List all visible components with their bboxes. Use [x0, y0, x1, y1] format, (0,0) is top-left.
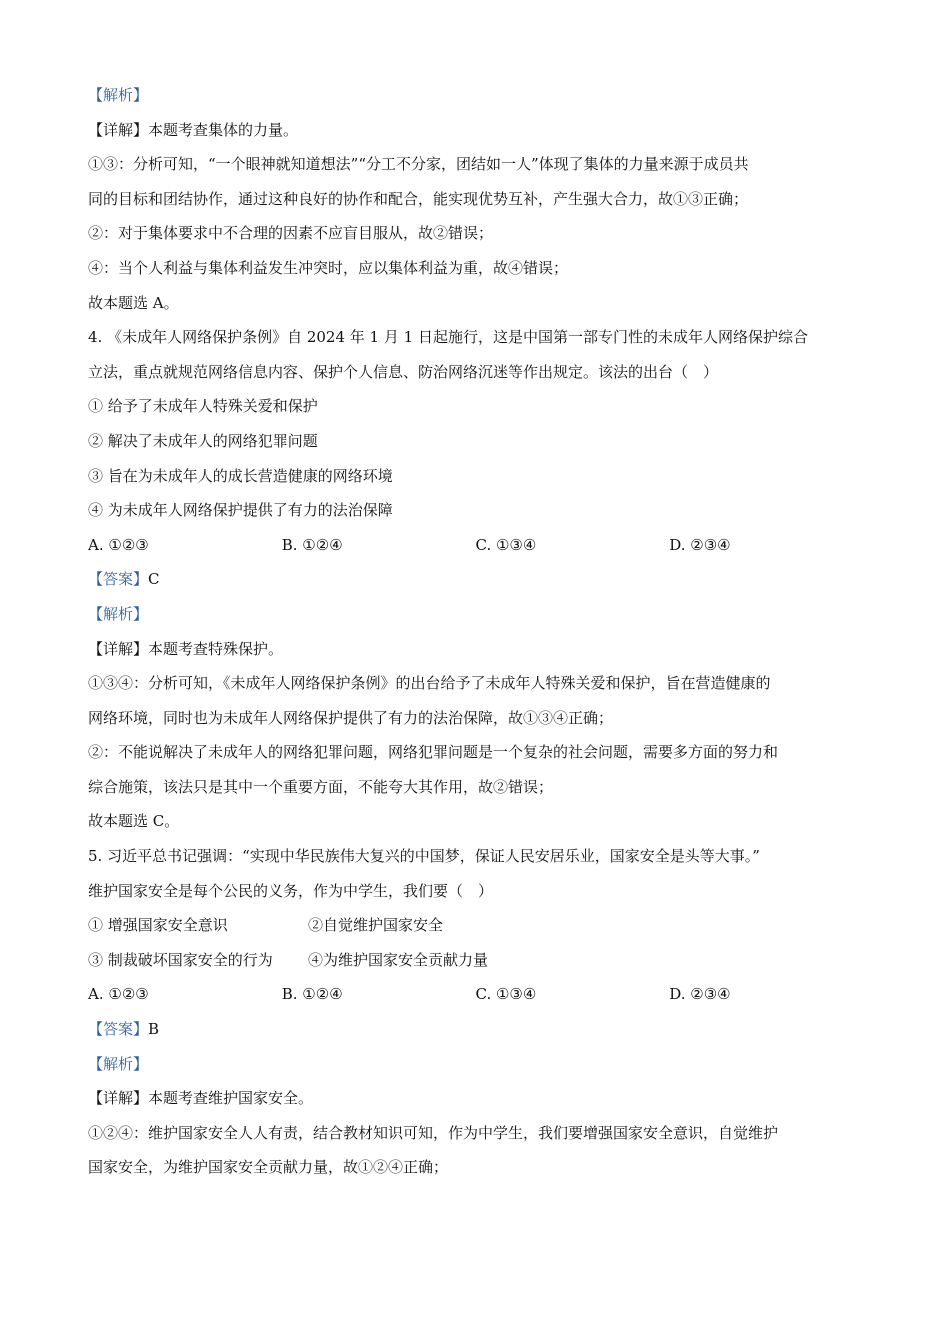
analysis-label: 【解析】 [88, 86, 149, 104]
question-item: ④ 为未成年人网络保护提供了有力的法治保障 [88, 501, 393, 520]
answer-label: 【答案】 [88, 1020, 149, 1039]
question-item: ③ 制裁破坏国家安全的行为 [88, 950, 273, 969]
paragraph: 网络环境，同时也为未成年人网络保护提供了有力的法治保障，故①③④正确； [88, 708, 614, 727]
question-items-row [88, 908, 863, 943]
question-stem: 5. 习近平总书记强调：“实现中华民族伟大复兴的中国梦，保证人民安居乐业，国家安全是头等大事。” [88, 847, 760, 866]
question-stem: 4. 《未成年人网络保护条例》自 2024 年 1 月 1 日起施行，这是中国第一部专门性的未成年人网络保护综合 [88, 328, 808, 347]
answer-value: C [148, 570, 160, 589]
analysis-label: 【解析】 [88, 1054, 149, 1073]
answer-line [88, 1012, 863, 1047]
option-a: A. ①②③ [88, 535, 149, 554]
paragraph: 综合施策，该法只是其中一个重要方面，不能夸大其作用，故②错误； [88, 777, 554, 796]
option-a: A. ①②③ [88, 985, 149, 1004]
paragraph: ①②④：维护国家安全人人有责，结合教材知识可知，作为中学生，我们要增强国家安全意识，自觉维护 [88, 1123, 779, 1142]
answer-label: 【答案】 [88, 570, 149, 589]
question-item: ② 解决了未成年人的网络犯罪问题 [88, 431, 318, 450]
answer-line [88, 562, 863, 597]
paragraph: ②：不能说解决了未成年人的网络犯罪问题，网络犯罪问题是一个复杂的社会问题，需要多方面的努力和 [88, 743, 779, 762]
option-b: B. ①②④ [281, 985, 343, 1004]
question-stem: 维护国家安全是每个公民的义务，作为中学生，我们要（ ） [88, 881, 494, 900]
question-item: ① 给予了未成年人特殊关爱和保护 [88, 397, 318, 416]
paragraph: ①③④：分析可知，《未成年人网络保护条例》的出台给予了未成年人特殊关爱和保护，旨在营造健康的 [88, 674, 771, 693]
question-stem: 立法，重点就规范网络信息内容、保护个人信息、防治网络沉迷等作出规定。该法的出台（ ） [88, 362, 719, 381]
conclusion: 故本题选 C。 [88, 812, 180, 831]
paragraph: ②：对于集体要求中不合理的因素不应盲目服从，故②错误； [88, 224, 494, 243]
option-b: B. ①②④ [281, 535, 343, 554]
option-d: D. ②③④ [669, 985, 731, 1004]
paragraph: ①③：分析可知，“一个眼神就知道想法”“分工不分家，团结如一人”体现了集体的力量来源于成员共 [88, 155, 749, 174]
analysis-label: 【解析】 [88, 604, 149, 623]
conclusion: 故本题选 A。 [88, 293, 179, 312]
detail-heading: 【详解】本题考查特殊保护。 [88, 639, 284, 658]
paragraph: 国家安全，为维护国家安全贡献力量，故①②④正确； [88, 1158, 449, 1177]
question-item: ②自觉维护国家安全 [308, 916, 444, 935]
question-item: ④为维护国家安全贡献力量 [308, 950, 489, 969]
paragraph: ④：当个人利益与集体利益发生冲突时，应以集体利益为重，故④错误； [88, 258, 569, 277]
paragraph: 同的目标和团结协作，通过这种良好的协作和配合，能实现优势互补，产生强大合力，故①③正确； [88, 189, 749, 208]
option-c: C. ①③④ [475, 985, 537, 1004]
answer-value: B [148, 1020, 160, 1039]
question-items-row [88, 943, 863, 978]
detail-heading: 【详解】本题考查集体的力量。 [88, 120, 299, 139]
question-item: ③ 旨在为未成年人的成长营造健康的网络环境 [88, 466, 393, 485]
option-d: D. ②③④ [669, 535, 731, 554]
option-c: C. ①③④ [475, 535, 537, 554]
document-page [88, 78, 863, 1185]
answer-options [88, 528, 863, 563]
question-item: ① 增强国家安全意识 [88, 916, 228, 935]
answer-options [88, 977, 863, 1012]
detail-heading: 【详解】本题考查维护国家安全。 [88, 1089, 314, 1108]
